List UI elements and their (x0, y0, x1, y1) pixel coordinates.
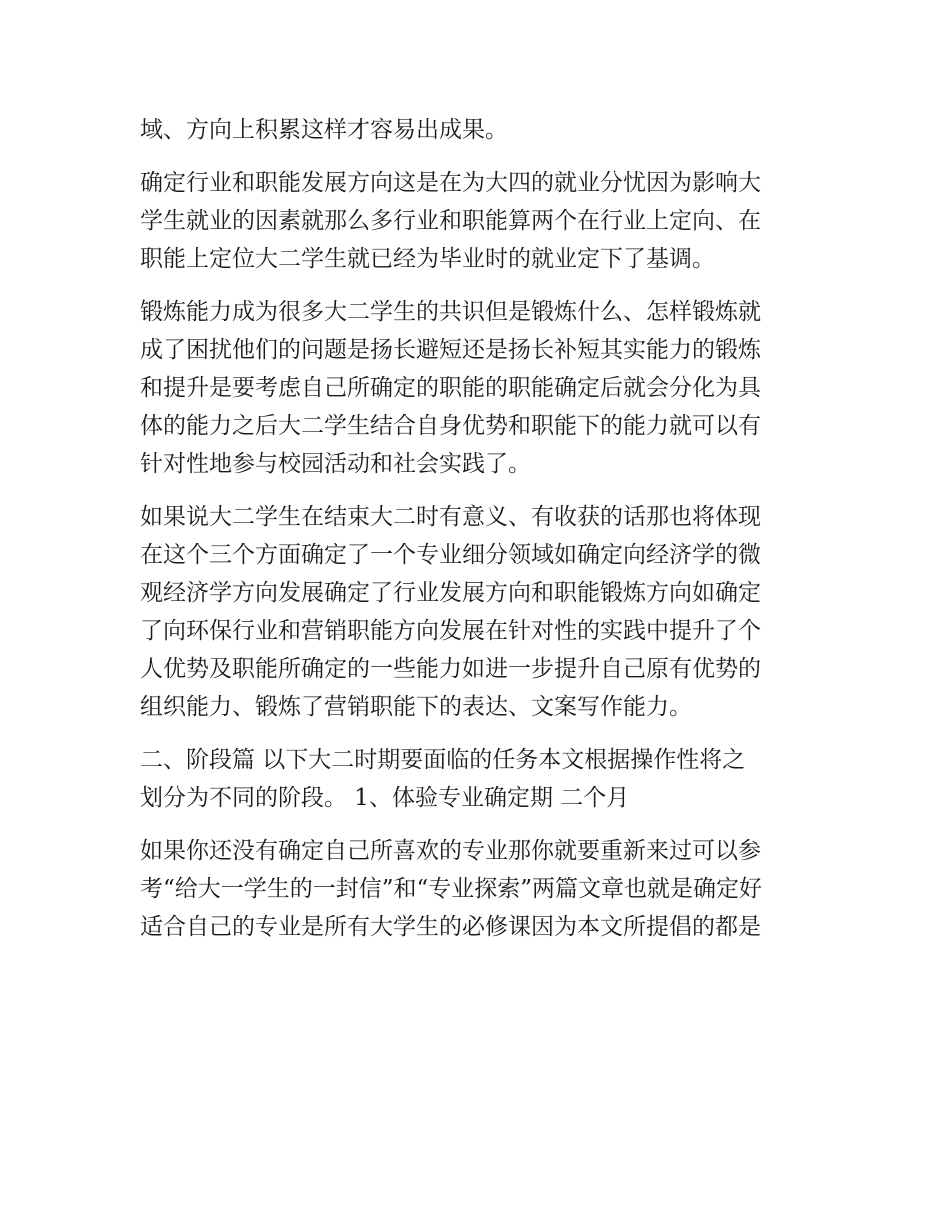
paragraph-5 (140, 741, 830, 817)
text-line: 组织能力、锻炼了营销职能下的表达、文案写作能力。 (140, 694, 692, 720)
text-line: 适合自己的专业是所有大学生的必修课因为本文所提倡的都是 (140, 914, 761, 940)
text-line: 了向环保行业和营销职能方向发展在针对性的实践中提升了个 (140, 618, 761, 644)
text-line: 观经济学方向发展确定了行业发展方向和职能锻炼方向如确定 (140, 580, 761, 606)
text-line: 二、阶段篇 以下大二时期要面临的任务本文根据操作性将之 (140, 747, 746, 773)
text-line: 域、方向上积累这样才容易出成果。 (140, 117, 508, 143)
text-line: 划分为不同的阶段。 1、体验专业确定期 二个月 (140, 785, 630, 811)
text-line: 体的能力之后大二学生结合自身优势和职能下的能力就可以有 (140, 413, 761, 439)
text-line: 锻炼能力成为很多大二学生的共识但是锻炼什么、怎样锻炼就 (140, 299, 761, 325)
paragraph-1 (140, 111, 830, 149)
paragraph-4 (140, 498, 830, 726)
paragraph-3 (140, 293, 830, 483)
text-line: 在这个三个方面确定了一个专业细分领域如确定向经济学的微 (140, 542, 761, 568)
text-line: 确定行业和职能发展方向这是在为大四的就业分忧因为影响大 (140, 170, 761, 196)
text-line: 如果说大二学生在结束大二时有意义、有收获的话那也将体现 (140, 504, 761, 530)
text-line: 学生就业的因素就那么多行业和职能算两个在行业上定向、在 (140, 208, 761, 234)
text-line: 人优势及职能所确定的一些能力如进一步提升自己原有优势的 (140, 656, 761, 682)
text-line: 如果你还没有确定自己所喜欢的专业那你就要重新来过可以参 (140, 838, 761, 864)
text-line: 和提升是要考虑自己所确定的职能的职能确定后就会分化为具 (140, 375, 761, 401)
text-line: 考“给大一学生的一封信”和“专业探索”两篇文章也就是确定好 (140, 876, 763, 902)
text-line: 针对性地参与校园活动和社会实践了。 (140, 451, 531, 477)
paragraph-6 (140, 832, 830, 946)
document-body (140, 111, 830, 946)
text-line: 职能上定位大二学生就已经为毕业时的就业定下了基调。 (140, 246, 715, 272)
paragraph-2 (140, 164, 830, 278)
text-line: 成了困扰他们的问题是扬长避短还是扬长补短其实能力的锻炼 (140, 337, 761, 363)
